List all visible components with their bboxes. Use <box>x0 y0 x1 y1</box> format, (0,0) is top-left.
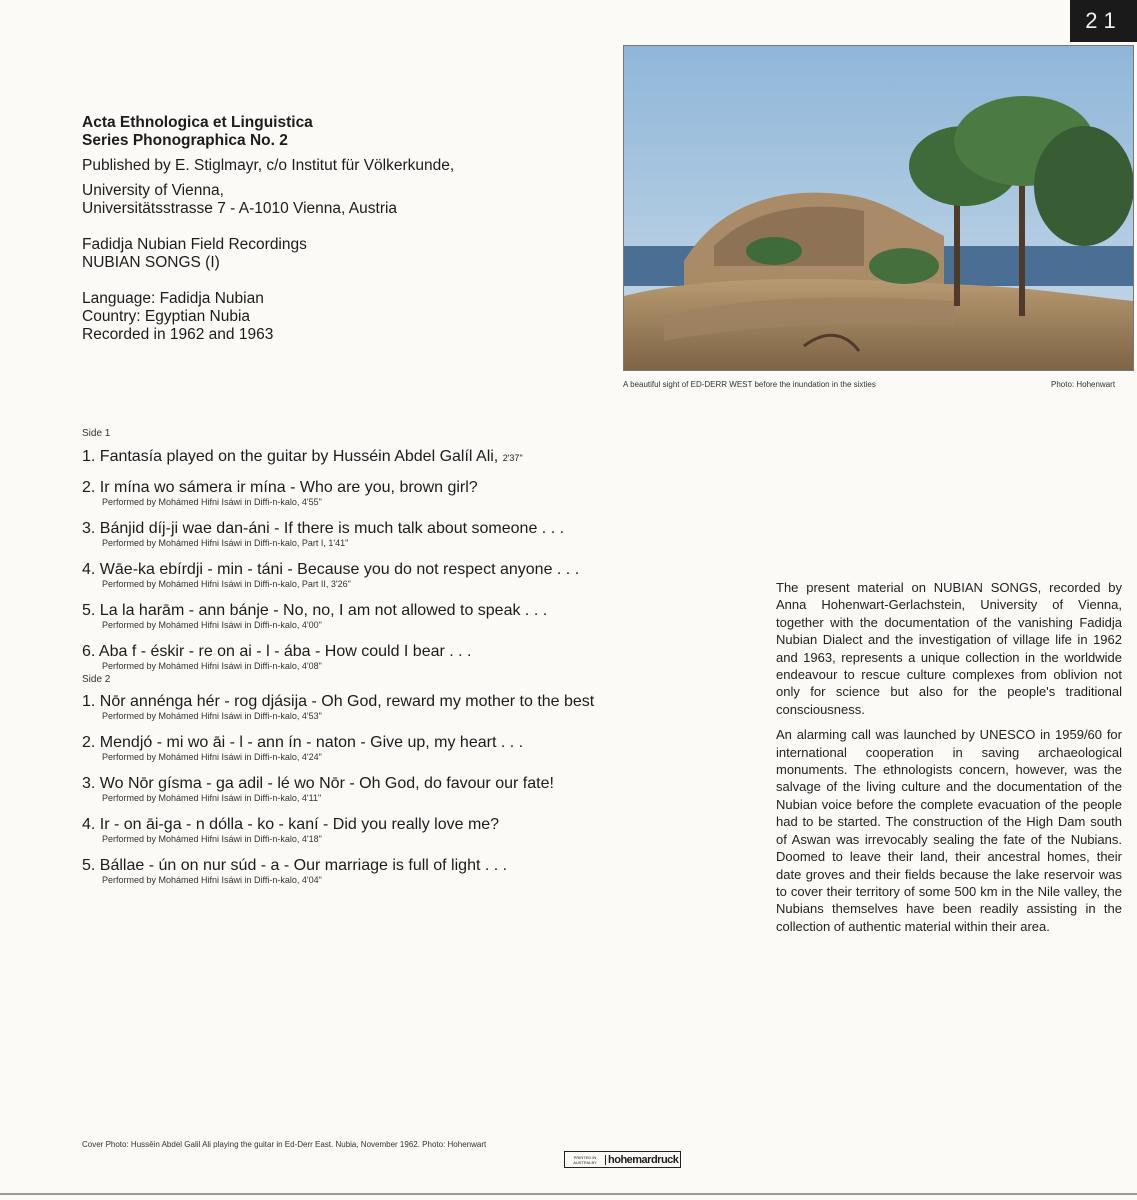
track-performer: Performed by Mohámed Hifni Isáwi in Diffi-n-kalo, Part II, 3'26" <box>102 579 351 589</box>
track-title: 2. Ir mína wo sámera ir mína - Who are you, brown girl? <box>82 479 478 496</box>
printer-logo <box>564 1151 681 1168</box>
language-line: Language: Fadidja Nubian <box>82 290 264 307</box>
country-line: Country: Egyptian Nubia <box>82 308 251 325</box>
photo-credit: Photo: Hohenwart <box>1051 380 1116 389</box>
series-subtitle: Series Phonographica No. 2 <box>82 132 288 149</box>
bottom-divider <box>0 1193 1137 1195</box>
track-performer: Performed by Mohámed Hifni Isáwi in Diffi-n-kalo, 4'04" <box>102 875 322 885</box>
liner-paragraph-1: The present material on NUBIAN SONGS, recorded by Anna Hohenwart-Gerlachstein, University of Vienna, together with the documentation of the vanishing Fadidja Nubian Dialect and the investigation of village life in 1962 and 1963, represents a unique collection in the worldwide endeavour to rescue culture complexes from oblivion not only for science but also for the people's traditional consciousness. <box>776 580 1122 717</box>
track-item <box>82 734 682 763</box>
track-title: 1. Nōr annénga hér - rog djásija - Oh God, reward my mother to the best <box>82 693 595 710</box>
track-performer: Performed by Mohámed Hifni Isáwi in Diffi-n-kalo, 4'00" <box>102 620 322 630</box>
track-performer: Performed by Mohámed Hifni Isáwi in Diffi-n-kalo, 4'08" <box>102 661 322 671</box>
track-item <box>82 602 682 631</box>
track-performer: Performed by Mohámed Hifni Isáwi in Diffi-n-kalo, 4'24" <box>102 752 322 762</box>
landscape-photo <box>623 45 1134 371</box>
track-item <box>82 561 682 590</box>
recorded-line: Recorded in 1962 and 1963 <box>82 326 274 343</box>
track-duration: 2'37" <box>502 453 523 463</box>
side2-label: Side 2 <box>82 674 111 685</box>
page-number-badge: 21 <box>1070 0 1137 42</box>
track-title: 5. Bállae - ún on nur súd - a - Our marriage is full of light . . . <box>82 857 508 874</box>
liner-notes <box>776 579 1122 943</box>
photo-caption: A beautiful sight of ED-DERR WEST before the inundation in the sixties <box>623 380 876 389</box>
track-performer: Performed by Mohámed Hifni Isáwi in Diffi-n-kalo, 4'18" <box>102 834 322 844</box>
track-item <box>82 479 682 508</box>
university-line: University of Vienna, <box>82 182 224 199</box>
side1-label: Side 1 <box>82 428 111 439</box>
printer-name: hohemardruck <box>608 1153 679 1166</box>
recordings-line: Fadidja Nubian Field Recordings <box>82 236 307 253</box>
liner-paragraph-2: An alarming call was launched by UNESCO in 1959/60 for international cooperation in saving archaeological monuments. The ethnologists concern, however, was the salvage of the living culture and the documentation of the Nubian voice before the complete evacuation of the people had to be started. The construction of the High Dam south of Aswan was irrevocably sealing the fate of the Nubians. Doomed to leave their land, their ancestral homes, their date groves and their fields because the lake reservoir was to cover their territory of some 500 km in the Nile valley, the Nubians themselves have been readily assisting in the collection of authentic material within their area. <box>776 727 1122 934</box>
track-title: 3. Bánjid díj-ji wae dan-áni - If there is much talk about someone . . . <box>82 520 565 537</box>
landscape-illustration <box>624 46 1133 370</box>
track-item <box>82 775 682 804</box>
track-title: 6. Aba f - éskir - re on ai - l - ába - How could I bear . . . <box>82 643 472 660</box>
songs-title: NUBIAN SONGS (I) <box>82 254 220 271</box>
track-title: 2. Mendjó - mi wo āi - l - ann ín - naton - Give up, my heart . . . <box>82 734 524 751</box>
printer-small-text: PRINTED IN AUSTRIA BY <box>565 1155 606 1165</box>
track-performer: Performed by Mohámed Hifni Isáwi in Diffi-n-kalo, 4'11" <box>102 793 322 803</box>
track-title: 5. La la harām - ann bánje - No, no, I am not allowed to speak . . . <box>82 602 548 619</box>
header-block <box>82 114 602 344</box>
track-title: 1. Fantasía played on the guitar by Husséin Abdel Galíl Ali, <box>82 448 499 465</box>
track-title: 4. Wāe-ka ebírdji - min - táni - Because you do not respect anyone . . . <box>82 561 580 578</box>
track-item <box>82 816 682 845</box>
cover-photo-caption: Cover Photo: Hussēin Abdel Galil Ali playing the guitar in Ed-Derr East. Nubia, November 1962. Photo: Hohenwart <box>82 1140 487 1149</box>
track-performer: Performed by Mohámed Hifni Isáwi in Diffi-n-kalo, 4'55" <box>102 497 322 507</box>
publisher-line: Published by E. Stiglmayr, c/o Institut für Völkerkunde, <box>82 157 455 174</box>
track-title: 4. Ir - on āi-ga - n dólla - ko - kaní - Did you really love me? <box>82 816 500 833</box>
track-performer: Performed by Mohámed Hifni Isáwi in Diffi-n-kalo, 4'53" <box>102 711 322 721</box>
side2-track-list <box>82 693 682 898</box>
series-title: Acta Ethnologica et Linguistica <box>82 114 313 131</box>
track-item <box>82 857 682 886</box>
track-item <box>82 643 682 672</box>
track-item <box>82 520 682 549</box>
address-line: Universitätsstrasse 7 - A-1010 Vienna, Austria <box>82 200 398 217</box>
track-item <box>82 448 682 467</box>
track-performer: Performed by Mohámed Hifni Isáwi in Diffi-n-kalo, Part I, 1'41" <box>102 538 349 548</box>
track-item <box>82 693 682 722</box>
side1-track-list <box>82 448 682 684</box>
track-title: 3. Wo Nōr gísma - ga adil - lé wo Nōr - Oh God, do favour our fate! <box>82 775 554 792</box>
